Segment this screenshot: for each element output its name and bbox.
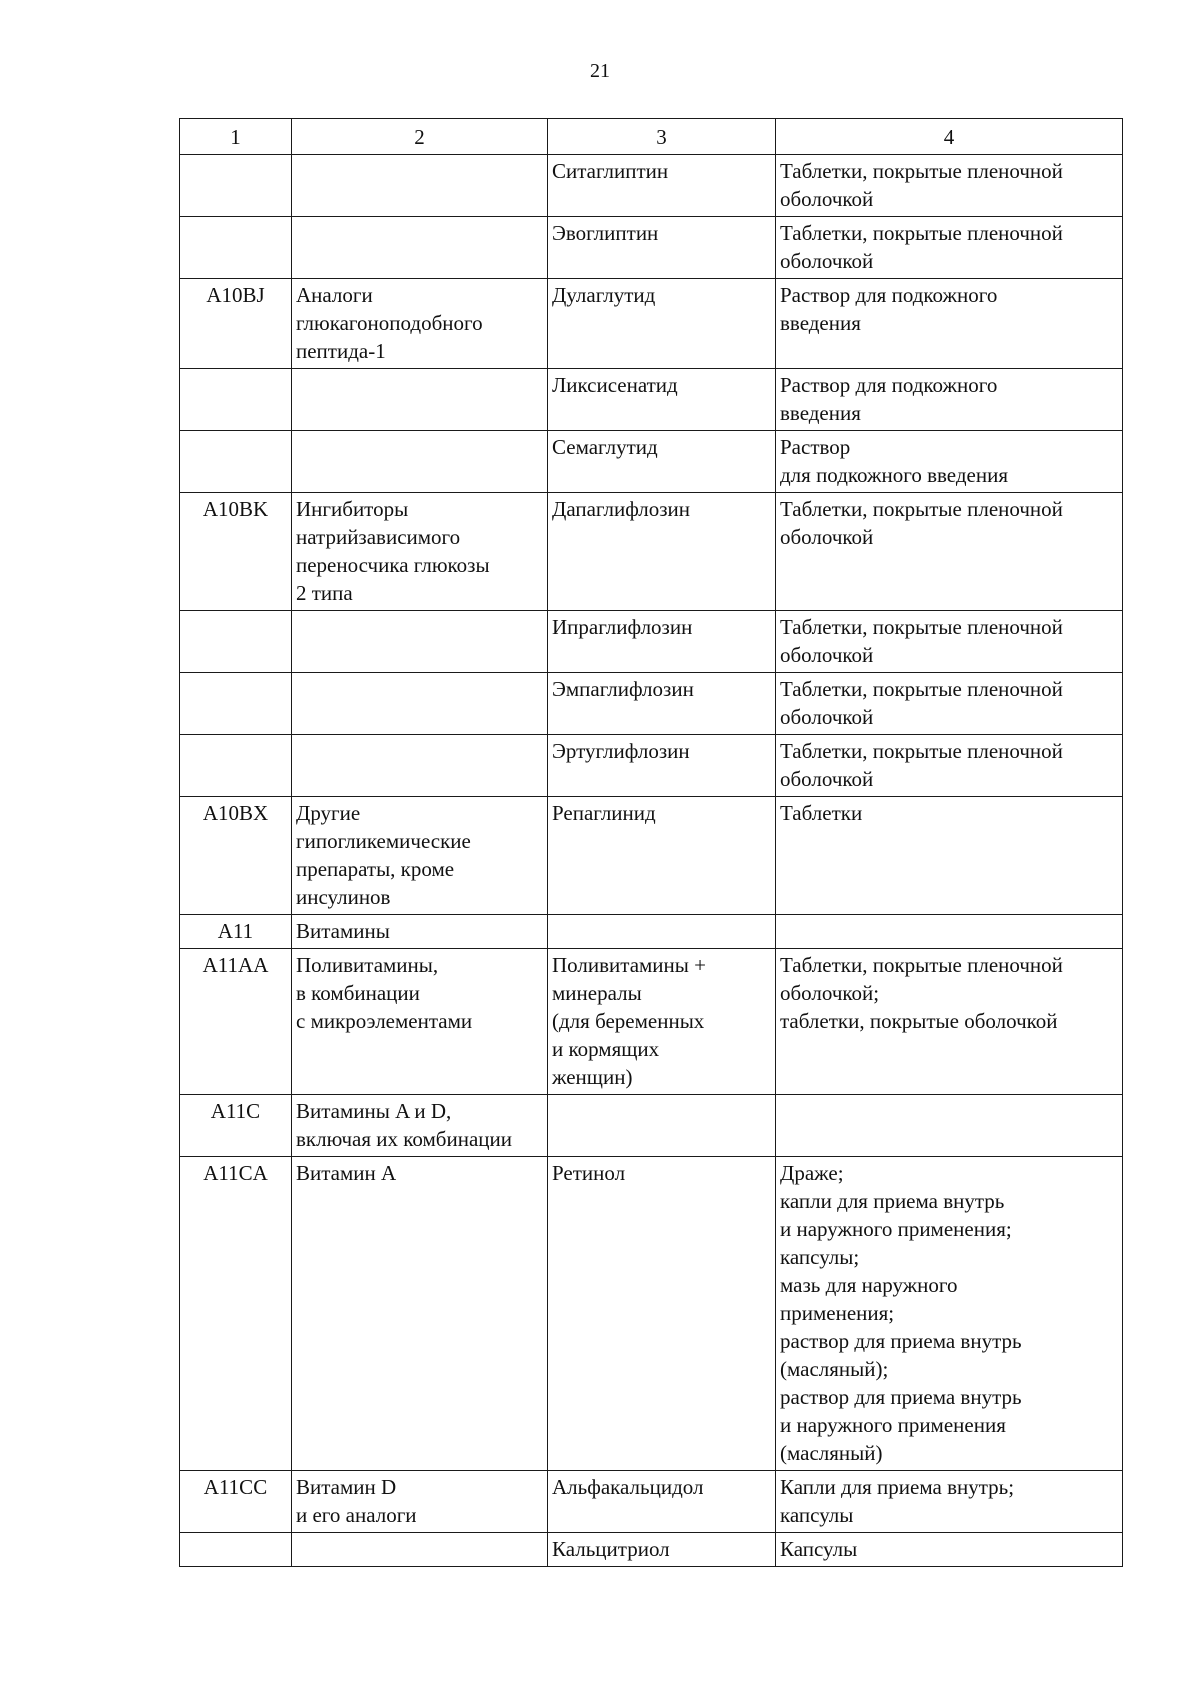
drug-name-cell: Кальцитриол (548, 1533, 776, 1567)
table-row (180, 369, 1123, 431)
group-name-cell: Витамин D и его аналоги (292, 1471, 548, 1533)
group-name-cell: Витамины (292, 915, 548, 949)
group-name-cell: Другие гипогликемические препараты, кроме инсулинов (292, 797, 548, 915)
drug-name-cell: Ситаглиптин (548, 155, 776, 217)
group-name-cell (292, 431, 548, 493)
dosage-form-cell: Капли для приема внутрь; капсулы (776, 1471, 1123, 1533)
group-name-cell (292, 155, 548, 217)
dosage-form-cell: Таблетки, покрытые пленочной оболочкой (776, 493, 1123, 611)
table-row (180, 1533, 1123, 1567)
atc-code-cell: A10BJ (180, 279, 292, 369)
column-header-4: 4 (776, 119, 1123, 155)
dosage-form-cell (776, 915, 1123, 949)
medication-table (179, 118, 1123, 1567)
drug-name-cell: Ретинол (548, 1157, 776, 1471)
table-row (180, 279, 1123, 369)
atc-code-cell (180, 611, 292, 673)
dosage-form-cell (776, 1095, 1123, 1157)
table-row (180, 431, 1123, 493)
atc-code-cell: A11CA (180, 1157, 292, 1471)
table-row (180, 673, 1123, 735)
dosage-form-cell: Таблетки (776, 797, 1123, 915)
atc-code-cell: A10BK (180, 493, 292, 611)
group-name-cell (292, 735, 548, 797)
dosage-form-cell: Таблетки, покрытые пленочной оболочкой (776, 611, 1123, 673)
atc-code-cell (180, 369, 292, 431)
atc-code-cell: A11CC (180, 1471, 292, 1533)
drug-name-cell: Эвоглиптин (548, 217, 776, 279)
atc-code-cell (180, 155, 292, 217)
drug-name-cell: Эмпаглифлозин (548, 673, 776, 735)
dosage-form-cell: Таблетки, покрытые пленочной оболочкой (776, 735, 1123, 797)
table-row (180, 915, 1123, 949)
dosage-form-cell: Таблетки, покрытые пленочной оболочкой (776, 217, 1123, 279)
drug-name-cell: Эртуглифлозин (548, 735, 776, 797)
table-header-row (180, 119, 1123, 155)
table-row (180, 611, 1123, 673)
table-row (180, 493, 1123, 611)
drug-name-cell: Дулаглутид (548, 279, 776, 369)
group-name-cell (292, 673, 548, 735)
group-name-cell: Витамин A (292, 1157, 548, 1471)
dosage-form-cell: Таблетки, покрытые пленочной оболочкой (776, 155, 1123, 217)
atc-code-cell: A11C (180, 1095, 292, 1157)
page-number: 21 (590, 60, 610, 82)
atc-code-cell (180, 217, 292, 279)
dosage-form-cell: Раствор для подкожного введения (776, 279, 1123, 369)
atc-code-cell (180, 735, 292, 797)
table-row (180, 1157, 1123, 1471)
table-row (180, 949, 1123, 1095)
table-row (180, 155, 1123, 217)
table-row (180, 1095, 1123, 1157)
drug-name-cell: Семаглутид (548, 431, 776, 493)
atc-code-cell (180, 1533, 292, 1567)
dosage-form-cell: Капсулы (776, 1533, 1123, 1567)
drug-name-cell: Дапаглифлозин (548, 493, 776, 611)
dosage-form-cell: Раствор для подкожного введения (776, 431, 1123, 493)
atc-code-cell (180, 431, 292, 493)
group-name-cell: Ингибиторы натрийзависимого переносчика глюкозы 2 типа (292, 493, 548, 611)
dosage-form-cell: Таблетки, покрытые пленочной оболочкой; таблетки, покрытые оболочкой (776, 949, 1123, 1095)
group-name-cell (292, 217, 548, 279)
group-name-cell: Поливитамины, в комбинации с микроэлементами (292, 949, 548, 1095)
drug-name-cell: Репаглинид (548, 797, 776, 915)
atc-code-cell: A11AA (180, 949, 292, 1095)
drug-name-cell (548, 915, 776, 949)
dosage-form-cell: Раствор для подкожного введения (776, 369, 1123, 431)
drug-name-cell: Ликсисенатид (548, 369, 776, 431)
table-row (180, 735, 1123, 797)
group-name-cell: Витамины A и D, включая их комбинации (292, 1095, 548, 1157)
group-name-cell (292, 369, 548, 431)
drug-name-cell: Поливитамины + минералы (для беременных и кормящих женщин) (548, 949, 776, 1095)
atc-code-cell (180, 673, 292, 735)
group-name-cell: Аналоги глюкагоноподобного пептида-1 (292, 279, 548, 369)
column-header-1: 1 (180, 119, 292, 155)
atc-code-cell: A10BX (180, 797, 292, 915)
drug-name-cell (548, 1095, 776, 1157)
drug-name-cell: Ипраглифлозин (548, 611, 776, 673)
drug-name-cell: Альфакальцидол (548, 1471, 776, 1533)
table-row (180, 1471, 1123, 1533)
group-name-cell (292, 1533, 548, 1567)
atc-code-cell: A11 (180, 915, 292, 949)
table-body (180, 155, 1123, 1567)
dosage-form-cell: Таблетки, покрытые пленочной оболочкой (776, 673, 1123, 735)
column-header-3: 3 (548, 119, 776, 155)
table-row (180, 217, 1123, 279)
table-row (180, 797, 1123, 915)
group-name-cell (292, 611, 548, 673)
dosage-form-cell: Драже; капли для приема внутрь и наружного применения; капсулы; мазь для наружного применения; раствор для приема внутрь (масляный); раствор для приема внутрь и наружного применения (масляный) (776, 1157, 1123, 1471)
column-header-2: 2 (292, 119, 548, 155)
